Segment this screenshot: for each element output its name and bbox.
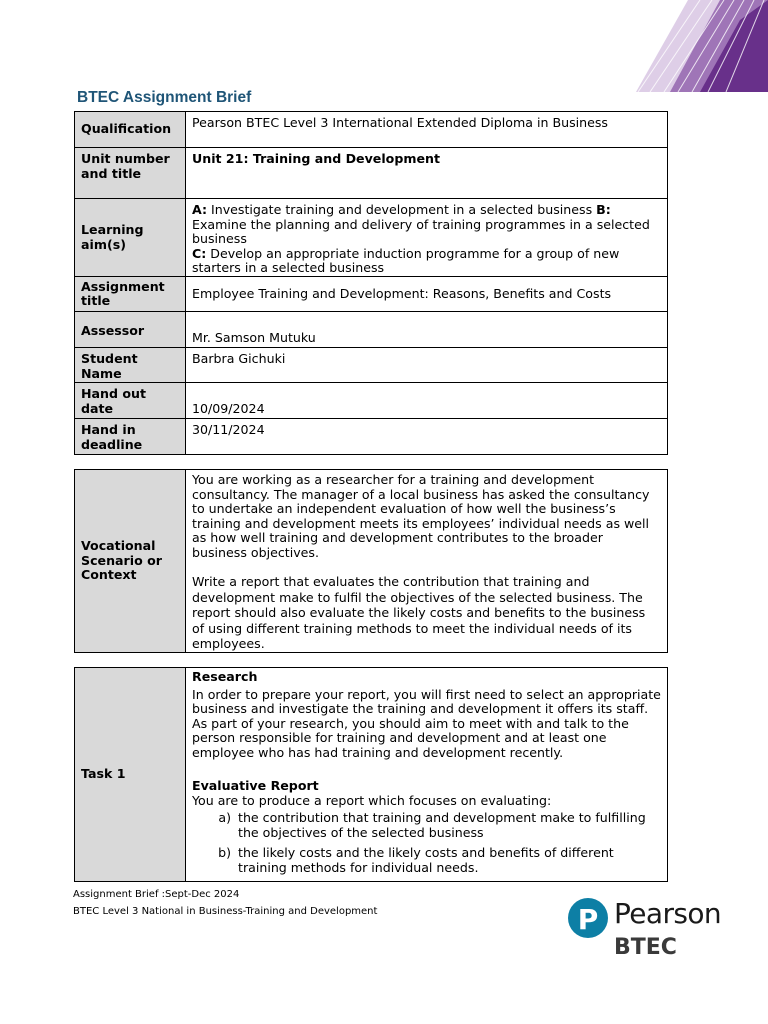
table-row: [75, 348, 668, 383]
scenario-table: [74, 469, 668, 653]
report-items-list: [192, 811, 661, 875]
row-label-task-1: Task 1: [75, 668, 186, 882]
scenario-paragraph: Write a report that evaluates the contribution that training and development make to fulfil the objectives of the selected business. The report should also evaluate the likely costs and benefits to the business of using different training methods to meet the individual needs of its employees.: [192, 574, 646, 651]
row-label-hand-in-deadline: Hand in deadline: [75, 419, 186, 455]
row-label-student-name: Student Name: [75, 348, 186, 383]
scenario-paragraph: You are working as a researcher for a training and development consultancy. The manager of a local business has asked the consultancy to undertake an independent evaluation of how well the business’s training and development meets its employees’ individual needs as well as how well training and development contributes to the broader business objectives.: [192, 472, 650, 560]
qualification-value: Pearson BTEC Level 3 International Extended Diploma in Business: [186, 112, 668, 148]
btec-wordmark: BTEC: [614, 935, 677, 960]
research-heading: Research: [192, 669, 258, 684]
hand-in-deadline-value: 30/11/2024: [186, 419, 668, 455]
task-1-content: [186, 668, 668, 882]
row-label-scenario: Vocational Scenario or Context: [75, 470, 186, 653]
page-title: BTEC Assignment Brief: [77, 89, 252, 106]
student-name-value: Barbra Gichuki: [186, 348, 668, 383]
task-table: [74, 667, 668, 882]
row-label-assignment-title: Assignment title: [75, 277, 186, 312]
assignment-title-value: Employee Training and Development: Reasons, Benefits and Costs: [186, 277, 668, 312]
footer-line: Assignment Brief :Sept-Dec 2024: [73, 889, 240, 900]
row-label-qualification: Qualification: [75, 112, 186, 148]
report-heading: Evaluative Report: [192, 778, 319, 793]
pearson-wordmark: Pearson: [614, 897, 722, 930]
learning-aims-value: A: Investigate training and development in a selected business B: Examine the planning and delivery of training programmes in a selected business C: Develop an appropriate induction programme for a group of new starters in a selected business: [186, 199, 668, 277]
table-row: [75, 277, 668, 312]
scenario-text: [186, 470, 668, 653]
svg-text:P: P: [577, 903, 599, 936]
table-row: [75, 199, 668, 277]
table-row: [75, 470, 668, 653]
table-row: [75, 668, 668, 882]
row-label-learning-aims: Learning aim(s): [75, 199, 186, 277]
row-label-assessor: Assessor: [75, 312, 186, 348]
row-label-unit: Unit number and title: [75, 148, 186, 199]
row-label-hand-out-date: Hand out date: [75, 383, 186, 419]
hand-out-date-value: 10/09/2024: [186, 383, 668, 419]
assessor-value: Mr. Samson Mutuku: [186, 312, 668, 348]
table-row: [75, 383, 668, 419]
research-text: In order to prepare your report, you will first need to select an appropriate business and investigate the training and development it offers its staff. As part of your research, you should aim to meet with and talk to the person responsible for training and development and at least one employee who has had training and development recently.: [192, 686, 661, 760]
table-row: [75, 419, 668, 455]
table-row: [75, 148, 668, 199]
unit-title-value: Unit 21: Training and Development: [186, 148, 668, 199]
footer-line: BTEC Level 3 National in Business-Training and Development: [73, 906, 378, 917]
table-row: [75, 312, 668, 348]
assignment-info-table: [74, 111, 668, 455]
list-item: b) the likely costs and the likely costs and benefits of different training methods for individual needs.: [218, 845, 614, 875]
table-row: [75, 112, 668, 148]
list-item: a) the contribution that training and development make to fulfilling the objectives of the selected business: [218, 810, 646, 840]
header-decoration: [630, 0, 768, 92]
report-intro: You are to produce a report which focuses on evaluating:: [192, 792, 552, 808]
